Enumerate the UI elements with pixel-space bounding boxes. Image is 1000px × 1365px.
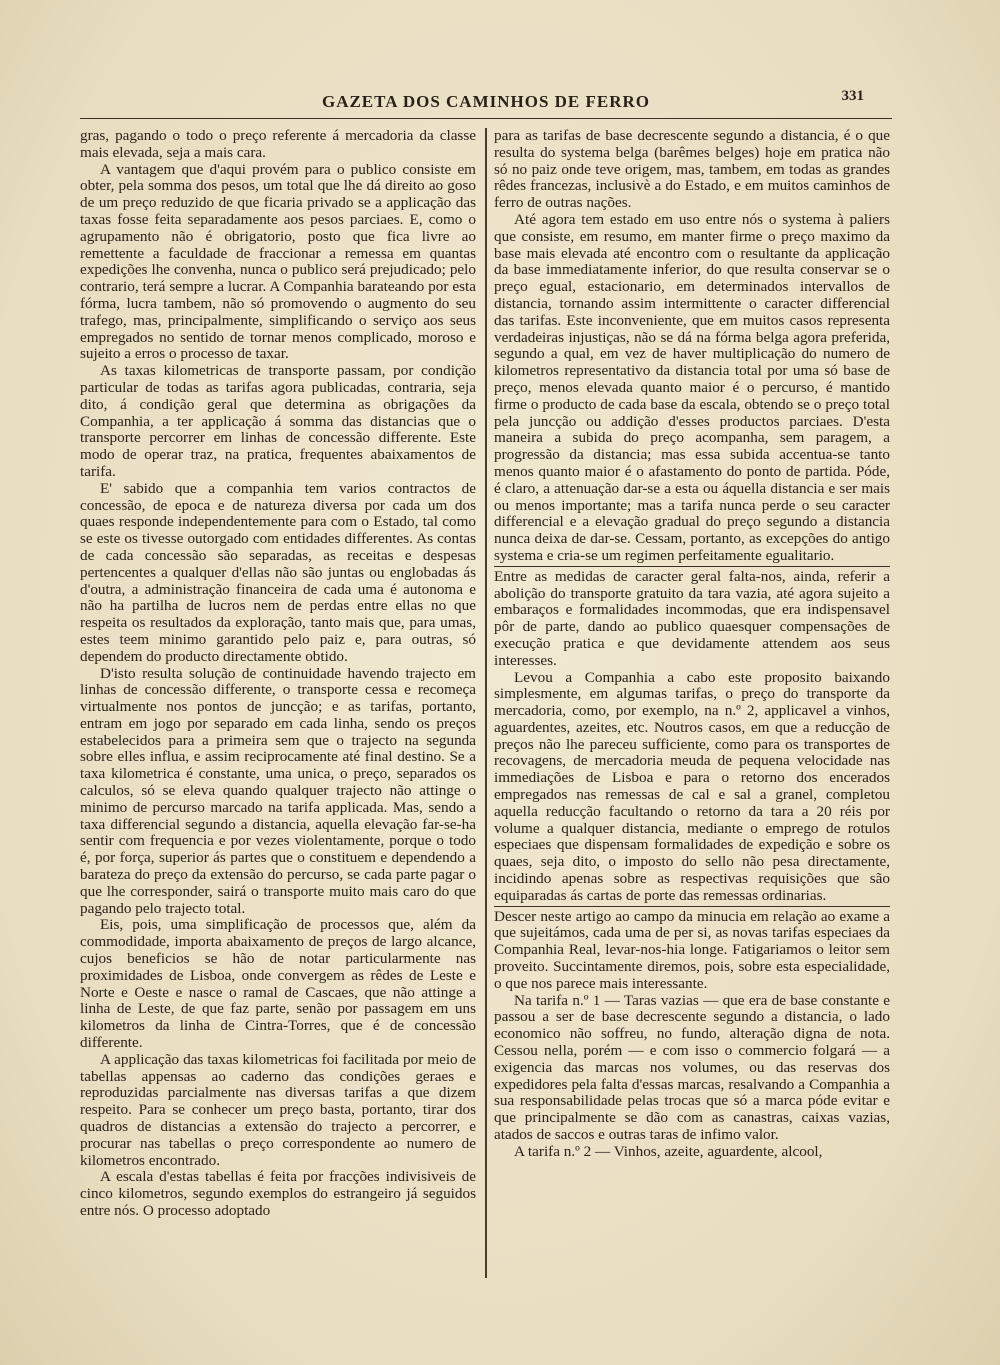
- left-column: [80, 128, 476, 1220]
- paragraph: Entre as medidas de caracter geral falta-nos, ainda, referir a abolição do transporte gratuito da tara vazia, até agora sujeito a embaraços e formalidades incommodas, que era indispensavel pôr de parte, dando ao publico quaesquer compensações de execução pratica e que devidamente attendem aos seus interesses.: [494, 567, 890, 669]
- paragraph: A escala d'estas tabellas é feita por fracções indivisiveis de cinco kilometros, segundo exemplos do estrangeiro já seguidos entre nós. O processo adoptado: [80, 1168, 476, 1219]
- paragraph: Eis, pois, uma simplificação de processos que, além da commodidade, importa abaixamento de preços de largo alcance, cujos beneficios se hão de notar particularmente nas proximidades de Lisboa, onde convergem as rêdes de Leste e Norte e Oeste e nasce o ramal de Cascaes, que não attinge a linha de Leste, de que faz parte, senão por passagem em uns kilometros da linha de Cintra-Torres, que é de concessão differente.: [80, 916, 476, 1052]
- paragraph: para as tarifas de base decrescente segundo a distancia, é o que resulta do systema belga (barêmes belges) hoje em pratica não só no paiz onde teve origem, mas, tambem, em todas as grandes rêdes francezas, inclusivè a do Estado, e em muitos caminhos de ferro de outras nações.: [494, 127, 890, 212]
- paragraph: A applicação das taxas kilometricas foi facilitada por meio de tabellas appensas ao caderno das condições geraes e reproduzidas parcialmente nas diversas tarifas a que dizem respeito. Para se conhecer um preço basta, portanto, tirar dos quadros de distancias a extensão do trajecto a percorrer, e procurar nas tabellas o preço correspondente ao numero de kilometros encontrado.: [80, 1050, 476, 1169]
- page-header: [80, 88, 892, 119]
- paragraph: Descer neste artigo ao campo da minucia em relação ao exame a que sujeitámos, cada uma de per si, as novas tarifas especiaes da Companhia Real, levar-nos-hia longe. Fatigariamos o leitor sem proveito. Succintamente diremos, pois, sobre esta especialidade, o que nos parece mais interessante.: [494, 907, 890, 992]
- paragraph: Levou a Companhia a cabo este proposito baixando simplesmente, em algumas tarifas, o preço do transporte da mercadoria, como, por exemplo, na n.º 2, applicavel a vinhos, aguardentes, azeites, etc. Noutros casos, em que a reducção de preços não lhe pareceu sufficiente, como para os transportes de recovagens, de mercadoria meuda de pequena velocidade nas immediações de Lisboa e para o retorno dos encerados empregados nas remessas de cal e sal a granel, completou aquella reducção facultando o retorno da tara a 20 réis por volume a qualquer distancia, mediante o emprego de rotulos especiaes que dispensam formalidades de expedição e sobre os quaes, seja dito, o imposto do sello não pesa directamente, incidindo apenas sobre as respectivas requisições que são equiparadas ás cartas de porte das remessas ordinarias.: [494, 668, 890, 904]
- paragraph: D'isto resulta solução de continuidade havendo trajecto em linhas de concessão differente, o transporte cessa e recomeça virtualmente nos pontos de juncção; e as tarifas, portanto, entram em jogo por separado em cada linha, sendo os preços estabelecidos para a primeira sem que o trajecto na segunda sobre elles influa, e assim reciprocamente até final destino. Se a taxa kilometrica é constante, uma unica, o preço, separados os calculos, só se eleva quando qualquer trajecto não attinge o minimo de percurso marcado na tarifa applicada. Mas, sendo a taxa differencial segundo a distancia, aquella elevação far-se-ha sentir com frequencia e por vezes violentamente, porque o todo é, por força, superior ás partes que o constituem e dependendo a barateza do preço da extensão do percurso, se cada parte pagar o que lhe corresponder, sairá o transporte muito mais caro do que pagando pelo trajecto total.: [80, 664, 476, 917]
- paragraph: As taxas kilometricas de transporte passam, por condição particular de todas as tarifas agora publicadas, contraria, seja dito, á condição geral que determina as obrigações da Companhia, a ter applicação á somma das distancias que o transporte percorrer em linhas de concessão differente. Este modo de operar traz, na pratica, frequentes abaixamentos de tarifa.: [80, 362, 476, 480]
- paragraph: A tarifa n.º 2 — Vinhos, azeite, aguardente, alcool,: [514, 1142, 823, 1160]
- publication-title: GAZETA DOS CAMINHOS DE FERRO: [321, 92, 651, 111]
- section-rule: [494, 566, 890, 567]
- paragraph: Até agora tem estado em uso entre nós o systema à paliers que consiste, em resumo, em manter firme o preço maximo da base mais elevada até encontro com o resultante da applicação da base immediatamente inferior, do que resulta conservar se o preço egual, estacionario, em determinados intervallos de distancia, tornando assim intermittente o caracter differencial das tarifas. Este inconveniente, que em muitos casos representa verdadeiras injustiças, não se dá na fórma belga agora preferida, segundo a qual, em vez de haver multiplicação do numero de kilometros representativo da distancia total por uma só base de preço, menos elevada quanto maior é o percurso, é mantido firme o producto de cada base da escala, obtendo se o preço total pela juncção ou addição d'esses productos parciaes. D'esta maneira a subida do preço acompanha, sem paragem, a progressão da distancia; mas essa subida accentua-se tanto menos quanto maior é o afastamento do ponto de partida. Póde, é claro, a attenuação dar-se a esta ou áquella distancia e ser mais ou menos importante; mas a tarifa nunca perde o seu caracter differencial e a elevação gradual do preço segundo a distancia nunca deixa de dar-se. Cessam, portanto, as excepções do antigo systema e cria-se um regimen perfeitamente egualitario.: [494, 210, 890, 564]
- paragraph: E' sabido que a companhia tem varios contractos de concessão, de epoca e de natureza diversa por cada um dos quaes responde independentemente para com o Estado, tal como se este os tivesse outorgado com entidades differentes. As contas de cada concessão são separadas, as receitas e despesas pertencentes a qualquer d'ellas não são juntas ou englobadas ás d'outra, a administração financeira de cada uma é autonoma e não ha partilha de lucros nem de perdas entre ellas no que respeita os resultados da exploração, tanto mais que, para umas, estes teem minimo garantido pelo paiz e, para outras, só dependem do producto directamente obtido.: [80, 479, 476, 665]
- page-number: 331: [841, 88, 864, 104]
- paragraph: gras, pagando o todo o preço referente á mercadoria da classe mais elevada, seja a mais cara.: [80, 127, 476, 161]
- section-rule: [494, 906, 890, 907]
- paragraph: A vantagem que d'aqui provém para o publico consiste em obter, pela somma dos pesos, um total que lhe dá direito ao goso de um preço reduzido de que ficaria privado se a applicação das taxas fosse feita separadamente aos pesos parciaes. E, como o agrupamento não é obrigatorio, posto que fica livre ao remettente a faculdade de fraccionar a remessa em quantas expedições lhe convenha, nunca o publico será prejudicado; pelo contrario, terá sempre a lucrar. A Companhia barateando por esta fórma, lucra tambem, não só promovendo o augmento do seu trafego, mas, principalmente, simplificando o serviço aos seus empregados no sentido de tornar menos complicado, moroso e sujeito a erros o processo de taxar.: [80, 160, 476, 363]
- right-column: [494, 128, 890, 1161]
- column-divider: [485, 128, 487, 1278]
- paragraph: Na tarifa n.º 1 — Taras vazias — que era de base constante e passou a ser de base decrescente segundo a distancia, o lado economico não soffreu, no fundo, alteração digna de nota. Cessou nella, porém — e com isso o commercio folgará — a exigencia das marcas nos volumes, ou das reservas dos expedidores pela falta d'essas marcas, resalvando a Companhia a sua responsabilidade pelas trocas que só a marca póde evitar e que principalmente se dão com as canastras, caixas vazias, atados de saccos e outras taras de infimo valor.: [494, 991, 890, 1144]
